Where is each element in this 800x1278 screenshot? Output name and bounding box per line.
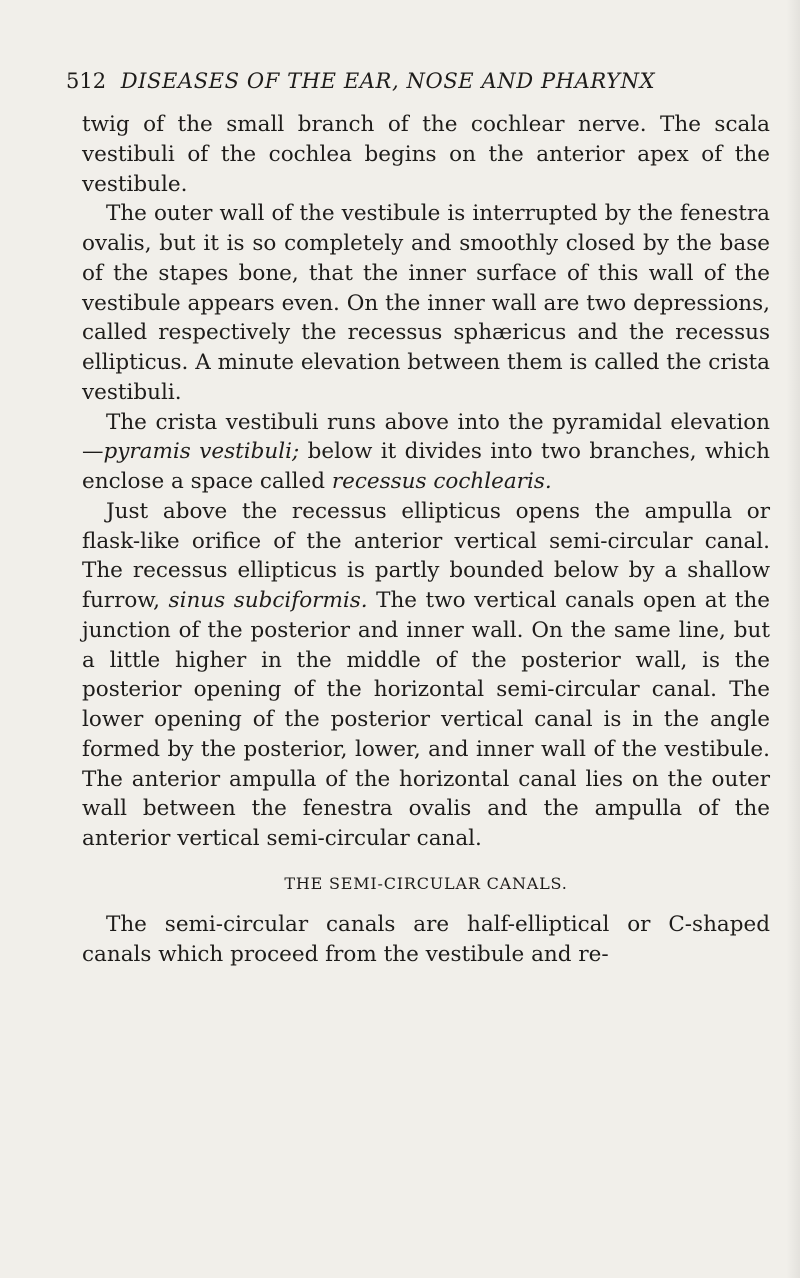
- page-edge-shadow: [786, 0, 800, 1278]
- paragraph-5: The semi-circular canals are half-elliptical or C-shaped canals which proceed from the vestibule and re-: [82, 911, 770, 967]
- running-head: [66, 66, 706, 96]
- paragraph-3: [82, 408, 770, 497]
- paragraph-1: twig of the small branch of the cochlear nerve. The scala vestibuli of the cochlea begins on the anterior apex of the vestibule.: [82, 112, 770, 197]
- paragraph-3-italic-1: pyramis vestibuli;: [103, 439, 300, 465]
- paragraph-4-text-2: The two vertical canals open at the junction of the posterior and inner wall. On the same line, but a little higher in the middle of the posterior wall, is the posterior opening of the horizontal semi-circular canal. The lower opening of the posterior vertical canal is in the angle formed by the posterior, lower, and inner wall of the vestibule. The anterior ampulla of the horizontal canal lies on the outer wall between the fenestra ovalis and the ampulla of the anterior vertical semi-circular canal.: [82, 588, 770, 851]
- paragraph-4-italic-1: sinus subciformis.: [168, 588, 368, 613]
- paragraph-3-text-1: The crista vestibuli runs above into the pyramidal elevation—: [82, 409, 770, 465]
- paragraph-3-italic-2: recessus cochlearis.: [331, 469, 552, 494]
- paragraph-3-text-2: below it divides into two branches, which enclose a space called: [82, 439, 770, 494]
- paragraph-2: The outer wall of the vestibule is interrupted by the fenestra ovalis, but it is so completely and smoothly closed by the base of the stapes bone, that the inner surface of this wall of the vestibule appears even. On the inner wall are two depressions, called respectively the recessus sphæricus and the recessus ellipticus. A minute elevation between them is called the crista vestibuli.: [82, 201, 770, 405]
- page-number: 512: [66, 69, 107, 93]
- paragraph-4: [82, 497, 770, 854]
- running-head-title: DISEASES OF THE EAR, NOSE AND PHARYNX: [120, 69, 656, 93]
- body-text: [82, 110, 770, 969]
- paragraph-4-text-1: Just above the recessus ellipticus opens the ampulla or flask-like orifice of the anterior vertical semi-circular canal. The recessus ellipticus is partly bounded below by a shallow furrow,: [82, 498, 770, 613]
- section-heading: THE SEMI-CIRCULAR CANALS.: [284, 873, 568, 893]
